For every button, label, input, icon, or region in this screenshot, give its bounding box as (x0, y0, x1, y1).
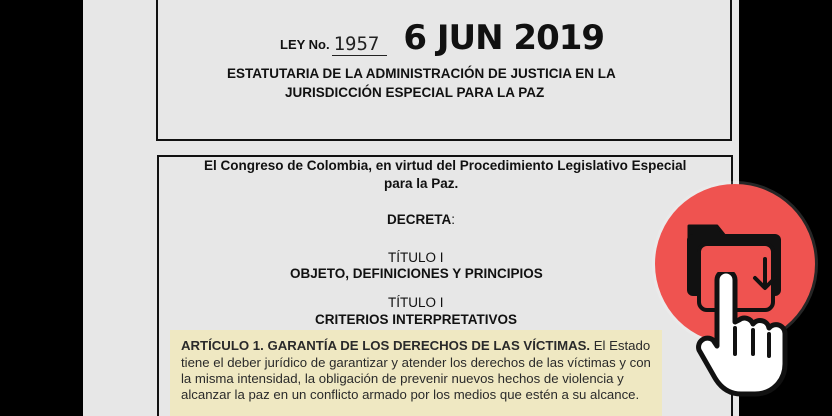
article-line-1-rest: El Estado (590, 338, 651, 353)
law-label: LEY No. (280, 37, 330, 52)
titulo-2-subtitle: CRITERIOS INTERPRETATIVOS (315, 312, 518, 327)
law-date-stamp: 6 JUN 2019 (403, 18, 605, 58)
congress-line-2: para la Paz. (384, 176, 459, 191)
decreta-heading (387, 212, 455, 227)
law-title-line-2: JURISDICCIÓN ESPECIAL PARA LA PAZ (285, 85, 545, 100)
article-line-4: alcanzar la paz en un conflicto armado por los medios que estén a su alcance. (181, 387, 640, 402)
article-line-2: tiene el deber jurídico de garantizar y atender los derechos de las víctimas y con (181, 355, 651, 370)
law-title-line-1: ESTATUTARIA DE LA ADMINISTRACIÓN DE JUSTICIA EN LA (227, 66, 616, 81)
article-title: ARTÍCULO 1. GARANTÍA DE LOS DERECHOS DE LAS VÍCTIMAS. (181, 338, 591, 353)
article-line-1 (181, 338, 650, 353)
law-number-line (280, 14, 604, 58)
titulo-2-heading: TÍTULO I (388, 295, 444, 310)
hand-pointer-icon (695, 272, 799, 398)
law-number: 1957 (332, 33, 388, 56)
titulo-1-subtitle: OBJETO, DEFINICIONES Y PRINCIPIOS (290, 266, 543, 281)
left-letterbox (0, 0, 83, 416)
congress-line-1: El Congreso de Colombia, en virtud del Procedimiento Legislativo Especial (204, 158, 687, 173)
download-overlay[interactable] (655, 184, 823, 402)
article-line-3: la misma intensidad, la obligación de prevenir nuevos hechos de violencia y (181, 371, 624, 386)
decreta-colon: : (451, 212, 456, 227)
titulo-1-heading: TÍTULO I (388, 250, 444, 265)
decreta-text: DECRETA (387, 212, 452, 227)
